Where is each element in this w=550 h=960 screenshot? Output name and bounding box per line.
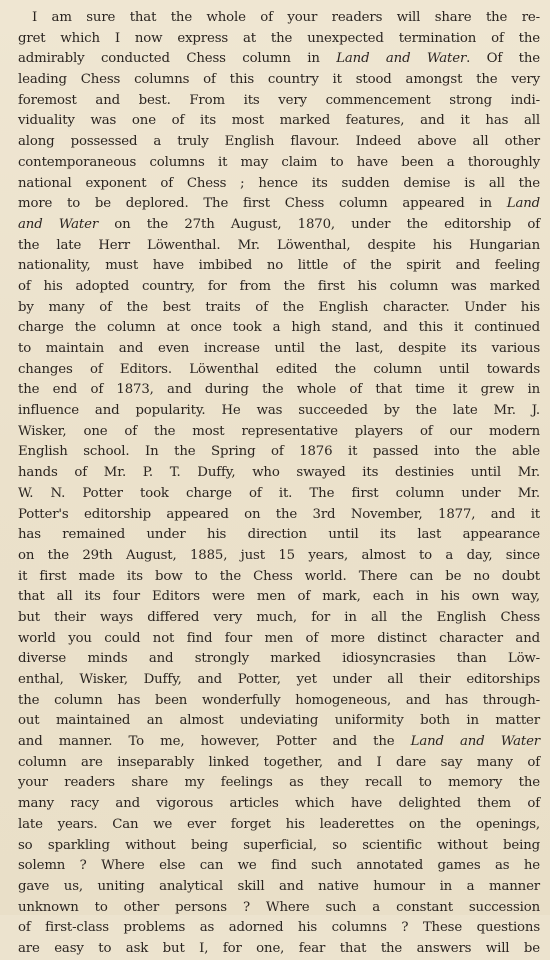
text-line: it first made its bow to the Chess world. There can be no doubt xyxy=(18,568,540,584)
text-line: the late Herr Löwenthal. Mr. Löwenthal, despite his Hungarian xyxy=(18,237,540,253)
text-line: contemporaneous columns it may claim to have been a thoroughly xyxy=(18,154,540,170)
text-line: along possessed a truly English flavour. Indeed above all other xyxy=(18,134,540,150)
text-line: the end of 1873, and during the whole of that time it grew in xyxy=(18,382,540,398)
text-line: hands of Mr. P. T. Duffy, who swayed its destinies until Mr. xyxy=(18,465,540,481)
text-line: out maintained an almost undeviating uniformity both in matter xyxy=(18,713,540,729)
text-line: late years. Can we ever forget his leaderettes on the openings, xyxy=(18,816,540,832)
text-line: foremost and best. From its very commencement strong indi- xyxy=(18,92,540,108)
text-line: the column has been wonderfully homogeneous, and has through- xyxy=(18,692,540,708)
text-line: on the 29th August, 1885, just 15 years, almost to a day, since xyxy=(18,547,540,563)
text-line: of first-class problems as adorned his columns ? These questions xyxy=(18,920,540,936)
text-line: column are inseparably linked together, and I dare say many of xyxy=(18,754,540,770)
text-line: viduality was one of its most marked features, and it has all xyxy=(18,113,540,129)
text-line: that all its four Editors were men of mark, each in his own way, xyxy=(18,589,540,605)
text-line: diverse minds and strongly marked idiosyncrasies than Löw- xyxy=(18,651,540,667)
text-line: solemn ? Where else can we find such annotated games as he xyxy=(18,858,540,874)
text-line: and Water on the 27th August, 1870, under the editorship of xyxy=(18,216,540,232)
text-line: nationality, must have imbibed no little of the spirit and feeling xyxy=(18,258,540,274)
text-line: has remained under his direction until its last appearance xyxy=(18,527,540,543)
text-line: gret which I now express at the unexpected termination of the xyxy=(18,30,540,46)
text-line: by many of the best traits of the English character. Under his xyxy=(18,299,540,315)
text-line: many racy and vigorous articles which have delighted them of xyxy=(18,796,540,812)
text-line: Potter's editorship appeared on the 3rd November, 1877, and it xyxy=(18,506,540,522)
text-line: admirably conducted Chess column in Land and Water. Of the xyxy=(18,51,540,67)
text-line: influence and popularity. He was succeeded by the late Mr. J. xyxy=(18,403,540,419)
text-line: gave us, uniting analytical skill and native humour in a manner xyxy=(18,878,540,894)
text-line: I am sure that the whole of your readers will share the re- xyxy=(32,10,540,25)
text-line: Wisker, one of the most representative players of our modern xyxy=(18,423,540,439)
text-line: English school. In the Spring of 1876 it passed into the able xyxy=(18,444,540,460)
text-line: and manner. To me, however, Potter and the Land and Water xyxy=(18,734,540,750)
text-line: unknown to other persons ? Where such a constant succession xyxy=(18,899,540,915)
text-line: more to be deplored. The first Chess column appeared in Land xyxy=(18,196,540,212)
text-line: to maintain and even increase until the last, despite its various xyxy=(18,341,540,356)
text-line: world you could not find four men of more distinct character and xyxy=(18,630,540,646)
text-line: of his adopted country, for from the first his column was marked xyxy=(18,278,540,294)
article-paragraph xyxy=(18,8,540,960)
text-line: W. N. Potter took charge of it. The first column under Mr. xyxy=(18,485,540,501)
text-line: your readers share my feelings as they recall to memory the xyxy=(18,775,540,791)
text-line: enthal, Wisker, Duffy, and Potter, yet under all their editorships xyxy=(18,672,540,687)
text-line: charge the column at once took a high stand, and this it continued xyxy=(18,320,540,336)
text-line: so sparkling without being superficial, so scientific without being xyxy=(18,837,540,853)
text-line: national exponent of Chess ; hence its sudden demise is all the xyxy=(18,175,540,191)
text-line: are easy to ask but I, for one, fear that the answers will be xyxy=(18,940,540,956)
text-line: but their ways differed very much, for in all the English Chess xyxy=(18,609,540,625)
text-line: leading Chess columns of this country it stood amongst the very xyxy=(18,72,540,88)
text-line: changes of Editors. Löwenthal edited the column until towards xyxy=(18,361,540,377)
